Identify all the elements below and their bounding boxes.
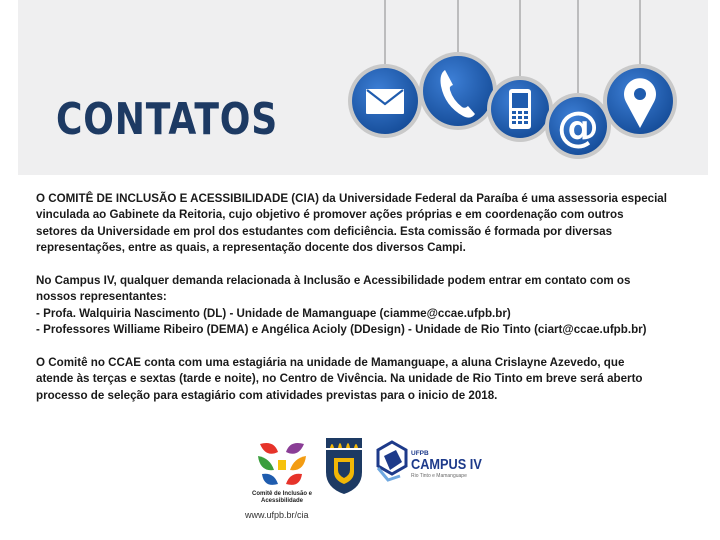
text-line: O COMITÊ DE INCLUSÃO E ACESSIBILIDADE (CIA) da Universidade Federal da Paraíba é uma assessoria especial xyxy=(36,192,667,205)
cia-logo xyxy=(252,438,312,490)
cia-logo-caption xyxy=(247,491,317,505)
text-line: nossos representantes: xyxy=(36,290,167,304)
text-line: representações, entre as quais, a representação docente dos diversos Campi. xyxy=(36,241,466,255)
campus-iv-logo-mark xyxy=(374,440,410,484)
location-pin-icon xyxy=(603,64,677,138)
text-line: setores da Universidade em prol dos estudantes com deficiência. Esta comissão é formada por diversas xyxy=(36,224,613,238)
mobile-phone-icon xyxy=(487,76,553,142)
campus-title: CAMPUS IV xyxy=(411,456,482,473)
cia-website-link[interactable]: www.ufpb.br/cia xyxy=(245,510,309,520)
text-line: atende às terças e sextas (tarde e noite), no Centro de Vivência. Na unidade de Rio Tinto em breve será aberto xyxy=(36,372,643,386)
text-line: No Campus IV, qualquer demanda relacionada à Inclusão e Acessibilidade podem entrar em contato com os xyxy=(36,274,631,288)
email-icon xyxy=(348,64,422,138)
cia-caption-line: Acessibilidade xyxy=(260,498,304,504)
text-line: vinculada ao Gabinete da Reitoria, cujo objetivo é promover ações próprias e em coordenação com outros xyxy=(36,208,624,222)
svg-text:@: @ xyxy=(557,102,599,151)
campus-iv-logo-text xyxy=(411,450,494,479)
body-text xyxy=(36,191,696,421)
contact-icons-group xyxy=(0,0,720,175)
at-sign-icon xyxy=(545,93,611,159)
text-line: processo de seleção para estagiário com atividades previstas para o inicio de 2018. xyxy=(36,388,498,402)
footer-logos xyxy=(0,430,720,540)
paragraph-representatives xyxy=(36,273,696,339)
representative-rio-tinto: - Professores Williame Ribeiro (DEMA) e Angélica Acioly (DDesign) - Unidade de Rio Tinto (ciart@ccae.ufpb.br) xyxy=(36,323,647,337)
paragraph-about-cia xyxy=(36,191,696,257)
representative-mamanguape: - Profa. Walquiria Nascimento (DL) - Unidade de Mamanguape (ciamme@ccae.ufpb.br) xyxy=(36,306,511,320)
ufpb-crest-logo xyxy=(320,434,368,498)
page-title: CONTATOS xyxy=(56,94,279,145)
campus-subtitle: Rio Tinto e Mamanguape xyxy=(411,473,467,479)
text-line: O Comitê no CCAE conta com uma estagiária na unidade de Mamanguape, a aluna Crislayne Azevedo, que xyxy=(36,356,625,370)
phone-icon xyxy=(419,52,497,130)
cia-caption-line: Comitê de Inclusão e xyxy=(251,491,312,497)
campus-ufpb-label: UFPB xyxy=(411,450,429,457)
paragraph-internship xyxy=(36,355,696,404)
